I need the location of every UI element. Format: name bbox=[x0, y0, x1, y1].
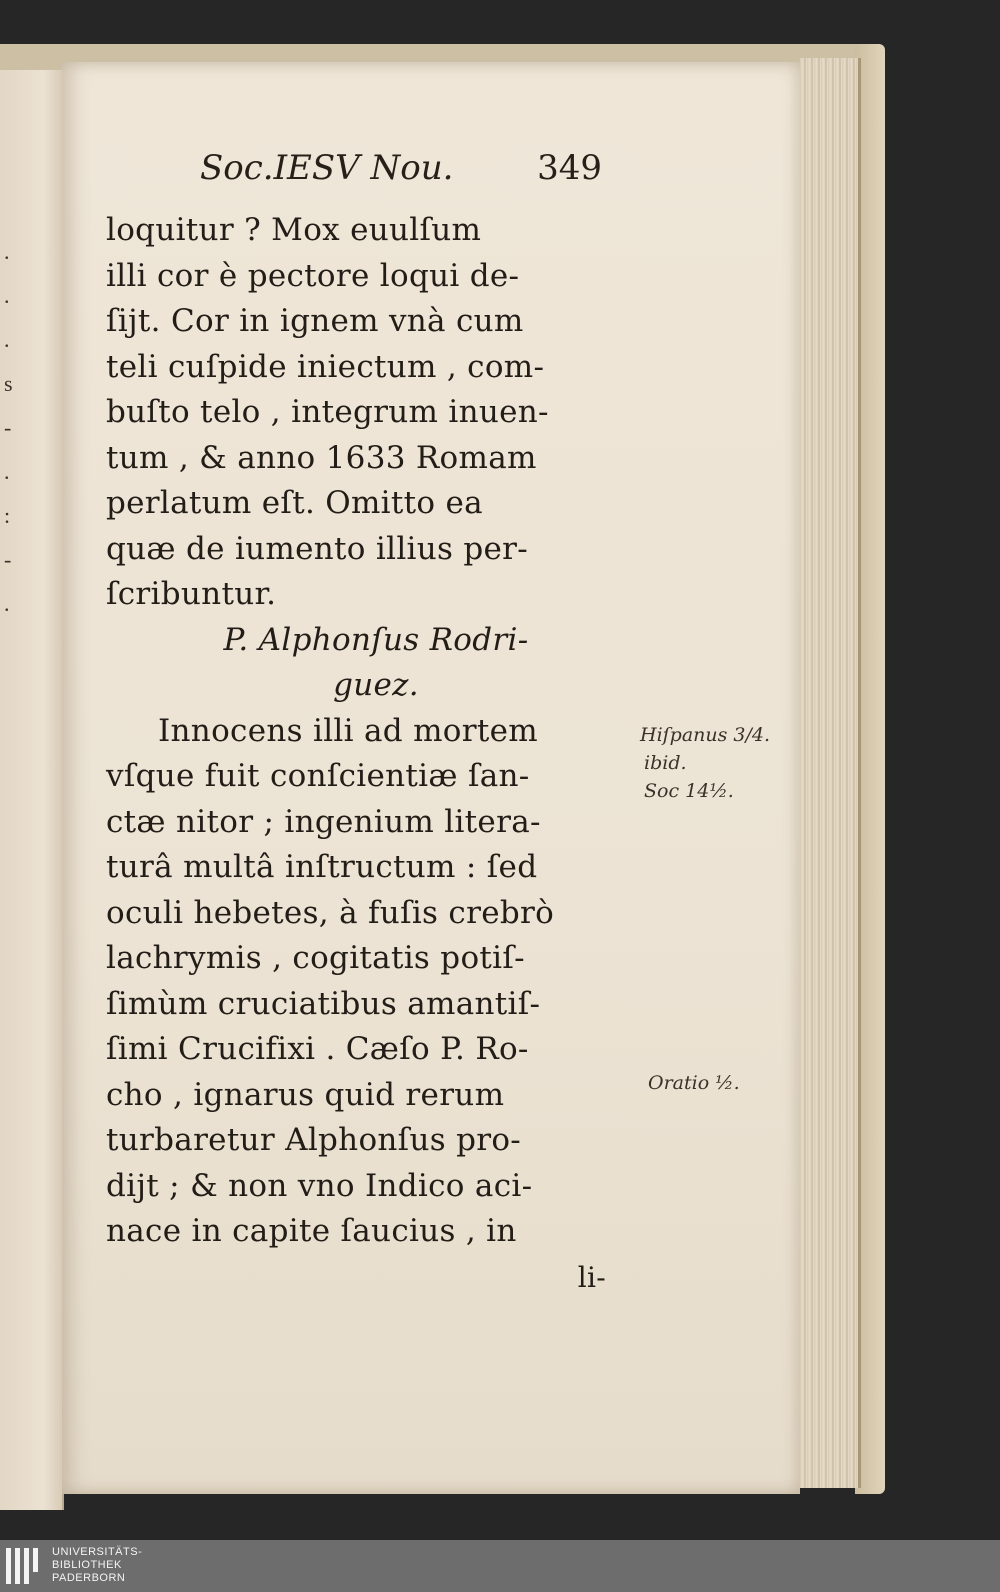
text-line: ſijt. Cor in ignem vnà cum bbox=[106, 303, 524, 339]
text-line: ſimi Crucifixi . Cæſo P. Ro- bbox=[106, 1031, 529, 1067]
text-line: oculi hebetes, à fuſis crebrò bbox=[106, 894, 555, 931]
margin-note-hispanus: Hiſpanus 3/4. bbox=[640, 724, 771, 746]
text-line: ctæ nitor ; ingenium litera- bbox=[106, 803, 541, 840]
page-header bbox=[200, 148, 620, 198]
text-line: illi cor è pectore loqui de- bbox=[106, 257, 520, 294]
text-line: teli cuſpide iniectum , com- bbox=[106, 348, 545, 385]
margin-note-soc: Soc 14½. bbox=[644, 780, 734, 802]
text-line: vſque fuit conſcientiæ ſan- bbox=[106, 758, 530, 794]
margin-note-oratio: Oratio ½. bbox=[648, 1072, 740, 1094]
text-line: ſcribuntur. bbox=[106, 576, 277, 612]
text-line: Innocens illi ad mortem bbox=[158, 712, 538, 749]
text-line: perlatum eſt. Omitto ea bbox=[106, 485, 483, 521]
text-line: P. Alphonſus Rodri- bbox=[223, 621, 529, 658]
text-line: guez. bbox=[333, 667, 419, 703]
text-line: ſimùm cruciatibus amantiſ- bbox=[106, 985, 541, 1022]
text-line: cho , ignarus quid rerum bbox=[106, 1076, 505, 1113]
library-line-1: UNIVERSITÄTS- bbox=[52, 1546, 143, 1558]
library-line-3: PADERBORN bbox=[52, 1572, 126, 1584]
text-line: turâ multâ inſtructum : ſed bbox=[106, 849, 538, 885]
text-line: loquitur ? Mox euulſum bbox=[106, 212, 482, 248]
left-page-fragment bbox=[0, 70, 64, 1510]
left-page-marks: . . . s - . : - . bbox=[4, 239, 13, 616]
text-line: lachrymis , cogitatis potiſ- bbox=[106, 940, 525, 976]
page-edges bbox=[800, 58, 861, 1488]
text-line: dijt ; & non vno Indico aci- bbox=[106, 1167, 533, 1204]
footer-bar bbox=[0, 1540, 1000, 1592]
text-line: li- bbox=[577, 1260, 606, 1294]
text-line: quæ de iumento illius per- bbox=[106, 530, 529, 567]
page-number: 349 bbox=[537, 148, 602, 188]
text-line: turbaretur Alphonſus pro- bbox=[106, 1122, 522, 1158]
library-logo-icon bbox=[6, 1548, 46, 1584]
library-line-2: BIBLIOTHEK bbox=[52, 1559, 122, 1571]
body-text bbox=[106, 208, 646, 1300]
margin-note-ibid: ibid. bbox=[644, 752, 687, 774]
running-title: Soc.IESV Nou. bbox=[200, 148, 454, 188]
text-line: nace in capite ſaucius , in bbox=[106, 1213, 517, 1249]
text-line: buſto telo , integrum inuen- bbox=[106, 394, 549, 430]
text-line: tum , & anno 1633 Romam bbox=[106, 439, 537, 476]
library-logo-text bbox=[52, 1546, 142, 1585]
